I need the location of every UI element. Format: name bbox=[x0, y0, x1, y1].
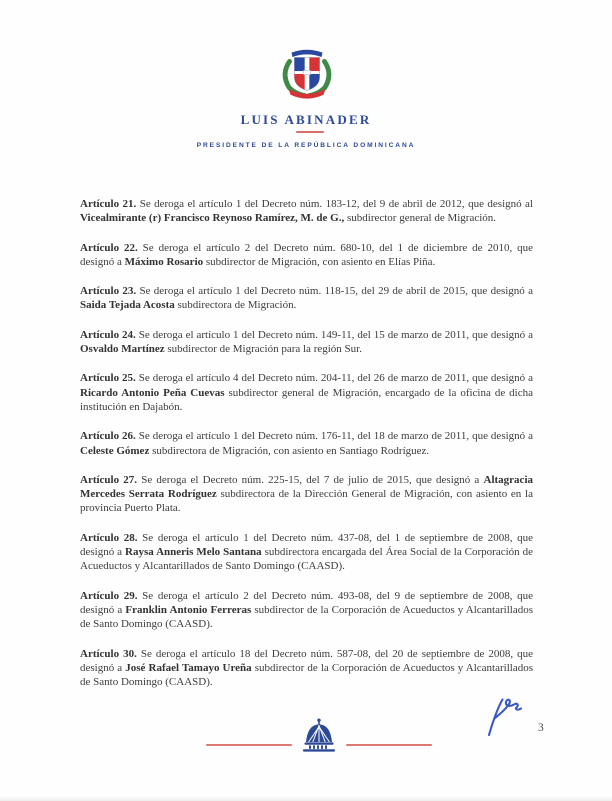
scan-edge bbox=[0, 796, 612, 801]
article-paragraph: Artículo 21. Se deroga el artículo 1 del Decreto núm. 183-12, del 9 de abril de 2012, que designó al Vicealmirante (r) Francisco Reynoso Ramírez, M. de G., subdirector general de Migración. bbox=[80, 198, 533, 225]
letterhead-title: PRESIDENTE DE LA REPÚBLICA DOMINICANA bbox=[196, 142, 416, 149]
dome-icon bbox=[301, 717, 337, 753]
article-paragraph: Artículo 26. Se deroga el artículo 1 del Decreto núm. 176-11, del 18 de marzo de 2011, que designó a Celeste Gómez subdirectora de Migración, con asiento en Santiago Rodríguez. bbox=[80, 430, 533, 457]
article-paragraph: Artículo 22. Se deroga el artículo 2 del Decreto núm. 680-10, del 1 de diciembre de 2010, que designó a Máximo Rosario subdirector de Migración, con asiento en Elías Piña. bbox=[80, 241, 533, 268]
article-paragraph: Artículo 27. Se deroga el Decreto núm. 225-15, del 7 de julio de 2015, que designó a Altagracia Mercedes Serrata Rodríguez subdirectora de la Dirección General de Migración, con asiento en la provincia Puerto Plata. bbox=[80, 473, 533, 515]
article-paragraph: Artículo 23. Se deroga el artículo 1 del Decreto núm. 118-15, del 29 de abril de 2015, que designó a Saida Tejada Acosta subdirectora de Migración. bbox=[80, 285, 533, 312]
article-paragraph: Artículo 28. Se deroga el artículo 1 del Decreto núm. 437-08, del 1 de septiembre de 2008, que designó a Raysa Anneris Melo Santana subdirectora encargada del Área Social de la Corporación de Acueductos y Alcantarillados de Santo Domingo (CAASD). bbox=[80, 531, 533, 573]
coat-of-arms-icon bbox=[276, 44, 338, 102]
page-number: 3 bbox=[538, 722, 544, 734]
article-paragraph: Artículo 25. Se deroga el artículo 4 del Decreto núm. 204-11, del 26 de marzo de 2011, que designó a Ricardo Antonio Peña Cuevas subdirector general de Migración, encargado de la oficina de dicha institución en Dajabón. bbox=[80, 372, 533, 413]
article-paragraph: Artículo 30. Se deroga el artículo 18 del Decreto núm. 587-08, del 20 de septiembre de 2008, que designó a José Rafael Tamayo Ureña subdirector de la Corporación de Acueductos y Alcantarillados de Santo Domingo (CAASD). bbox=[80, 647, 533, 689]
footer-rule-left bbox=[206, 744, 292, 746]
article-paragraph: Artículo 24. Se deroga el artículo 1 del Decreto núm. 149-11, del 15 de marzo de 2011, que designó a Osvaldo Martínez subdirector de Migración para la región Sur. bbox=[80, 328, 533, 356]
footer-rule-right bbox=[346, 744, 432, 746]
signature-icon bbox=[482, 696, 530, 738]
letterhead-name: LUIS ABINADER bbox=[240, 112, 372, 127]
letterhead-divider bbox=[296, 131, 324, 133]
footer-ornament bbox=[206, 716, 432, 753]
article-paragraph: Artículo 29. Se deroga el artículo 2 del Decreto núm. 493-08, del 9 de septiembre de 2008, que designó a Franklin Antonio Ferreras subdirector de la Corporación de Acueductos y Alcantarillados de Santo Domingo (CAASD). bbox=[80, 589, 533, 631]
articles bbox=[80, 197, 533, 704]
